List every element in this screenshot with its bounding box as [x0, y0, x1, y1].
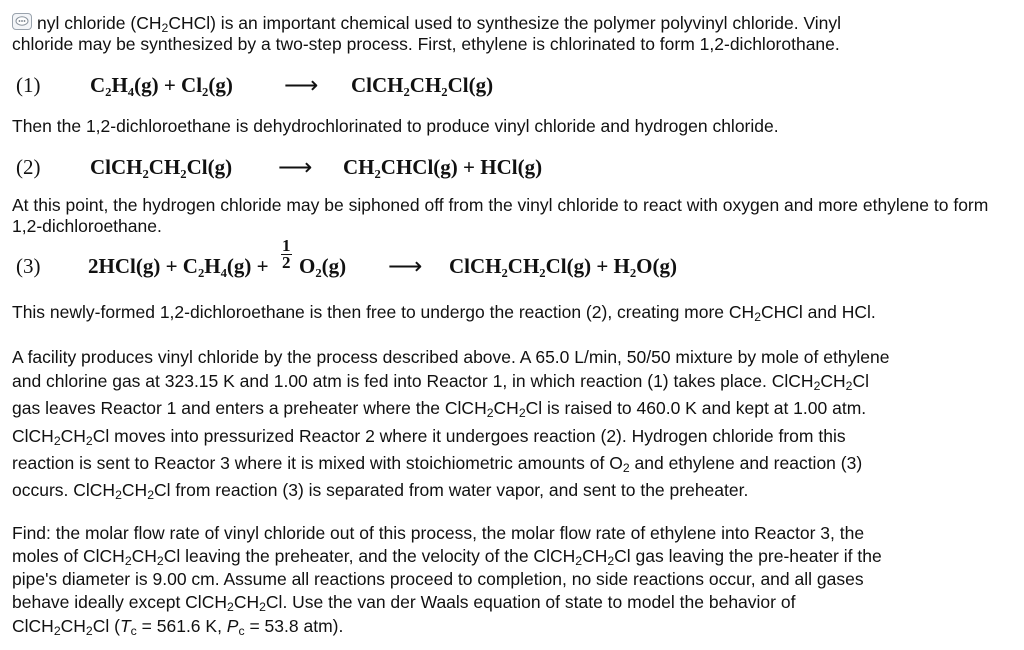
step-2-text: Then the 1,2-dichloroethane is dehydrochlorinated to produce vinyl chloride and hydrogen chloride.: [12, 116, 779, 136]
equation-products: ClCH₂CH₂Cl(g): [351, 73, 494, 97]
equation-number: (1): [16, 73, 41, 97]
equation-products: ClCH₂CH₂Cl(g) + H₂O(g): [449, 254, 677, 278]
find-line: moles of $ClCH_2CH_2Cl$ leaving the preheater, and the velocity of the $ClCH_2CH_2Cl$ gas leaving the pre-heater if the: [12, 546, 882, 569]
reaction-arrow: ⟶: [388, 254, 423, 280]
facility-line: gas leaves Reactor 1 and enters a preheater where the $ClCH_2CH_2Cl$ is raised to 460.0 K and kept at 1.00 atm.: [12, 398, 867, 421]
equation-number: (2): [16, 155, 41, 179]
chat-bubble-icon: [15, 16, 29, 27]
find-line: Find: the molar flow rate of vinyl chloride out of this process, the molar flow rate of ethylene into Reactor 3, the: [12, 523, 865, 543]
equation-3: [16, 236, 916, 280]
equation-reactants: C₂H₄(g) + Cl₂(g): [90, 73, 233, 97]
facility-line: reaction is sent to Reactor 3 where it is mixed with stoichiometric amounts of $O_2$ and ethylene and reaction (3): [12, 453, 863, 476]
find-line: $ClCH_2CH_2Cl$ ($T_c = 561.6$ K, $P_c = 53.8$ atm).: [12, 616, 344, 639]
equation-2: [16, 155, 716, 185]
comment-icon[interactable]: [12, 13, 32, 30]
siphon-text: At this point, the hydrogen chloride may be siphoned off from the vinyl chloride to react with oxygen and more ethylene to form 1,2-dichloroethane.: [12, 195, 989, 236]
equation-1: [16, 73, 616, 103]
reaction-arrow: ⟶: [284, 73, 319, 99]
find-line: behave ideally except $ClCH_2CH_2Cl$. Use the van der Waals equation of state to model the behavior of: [12, 592, 796, 615]
equation-reactants: ClCH₂CH₂Cl(g): [90, 155, 233, 179]
equation-reactants-b: O₂(g): [299, 254, 347, 278]
facility-line: $ClCH_2CH_2Cl$ moves into pressurized Reactor 2 where it undergoes reaction (2). Hydrogen chloride from this: [12, 426, 846, 449]
intro-line-2: chloride may be synthesized by a two-step process. First, ethylene is chlorinated to form 1,2-dichlorothane.: [12, 34, 840, 54]
equation-products: CH₂CHCl(g) + HCl(g): [343, 155, 543, 179]
intro-line-1: nyl chloride $(CH_2CHCl)$ is an important chemical used to synthesize the polymer polyvinyl chloride. Vinyl: [37, 13, 842, 36]
facility-line: and chlorine gas at 323.15 K and 1.00 atm is fed into Reactor 1, in which reaction (1) takes place. $ClCH_2CH_2Cl$: [12, 371, 870, 394]
facility-line: A facility produces vinyl chloride by the process described above. A 65.0 L/min, 50/50 mixture by mole of ethylene: [12, 347, 890, 367]
equation-number: (3): [16, 254, 41, 278]
cycle-text: This newly-formed 1,2-dichloroethane is then free to undergo the reaction (2), creating more $CH_2CHCl$ and HCl.: [12, 302, 876, 325]
equation-reactants-a: 2HCl(g) + C₂H₄(g) +: [88, 254, 269, 278]
reaction-arrow: ⟶: [278, 155, 313, 181]
find-line: pipe's diameter is 9.00 cm. Assume all reactions proceed to completion, no side reactions occur, and all gases: [12, 569, 864, 589]
facility-line: occurs. $ClCH_2CH_2Cl$ from reaction (3) is separated from water vapor, and sent to the preheater.: [12, 480, 749, 503]
fraction-one-half: $\frac{1}{2}$: [282, 236, 291, 272]
